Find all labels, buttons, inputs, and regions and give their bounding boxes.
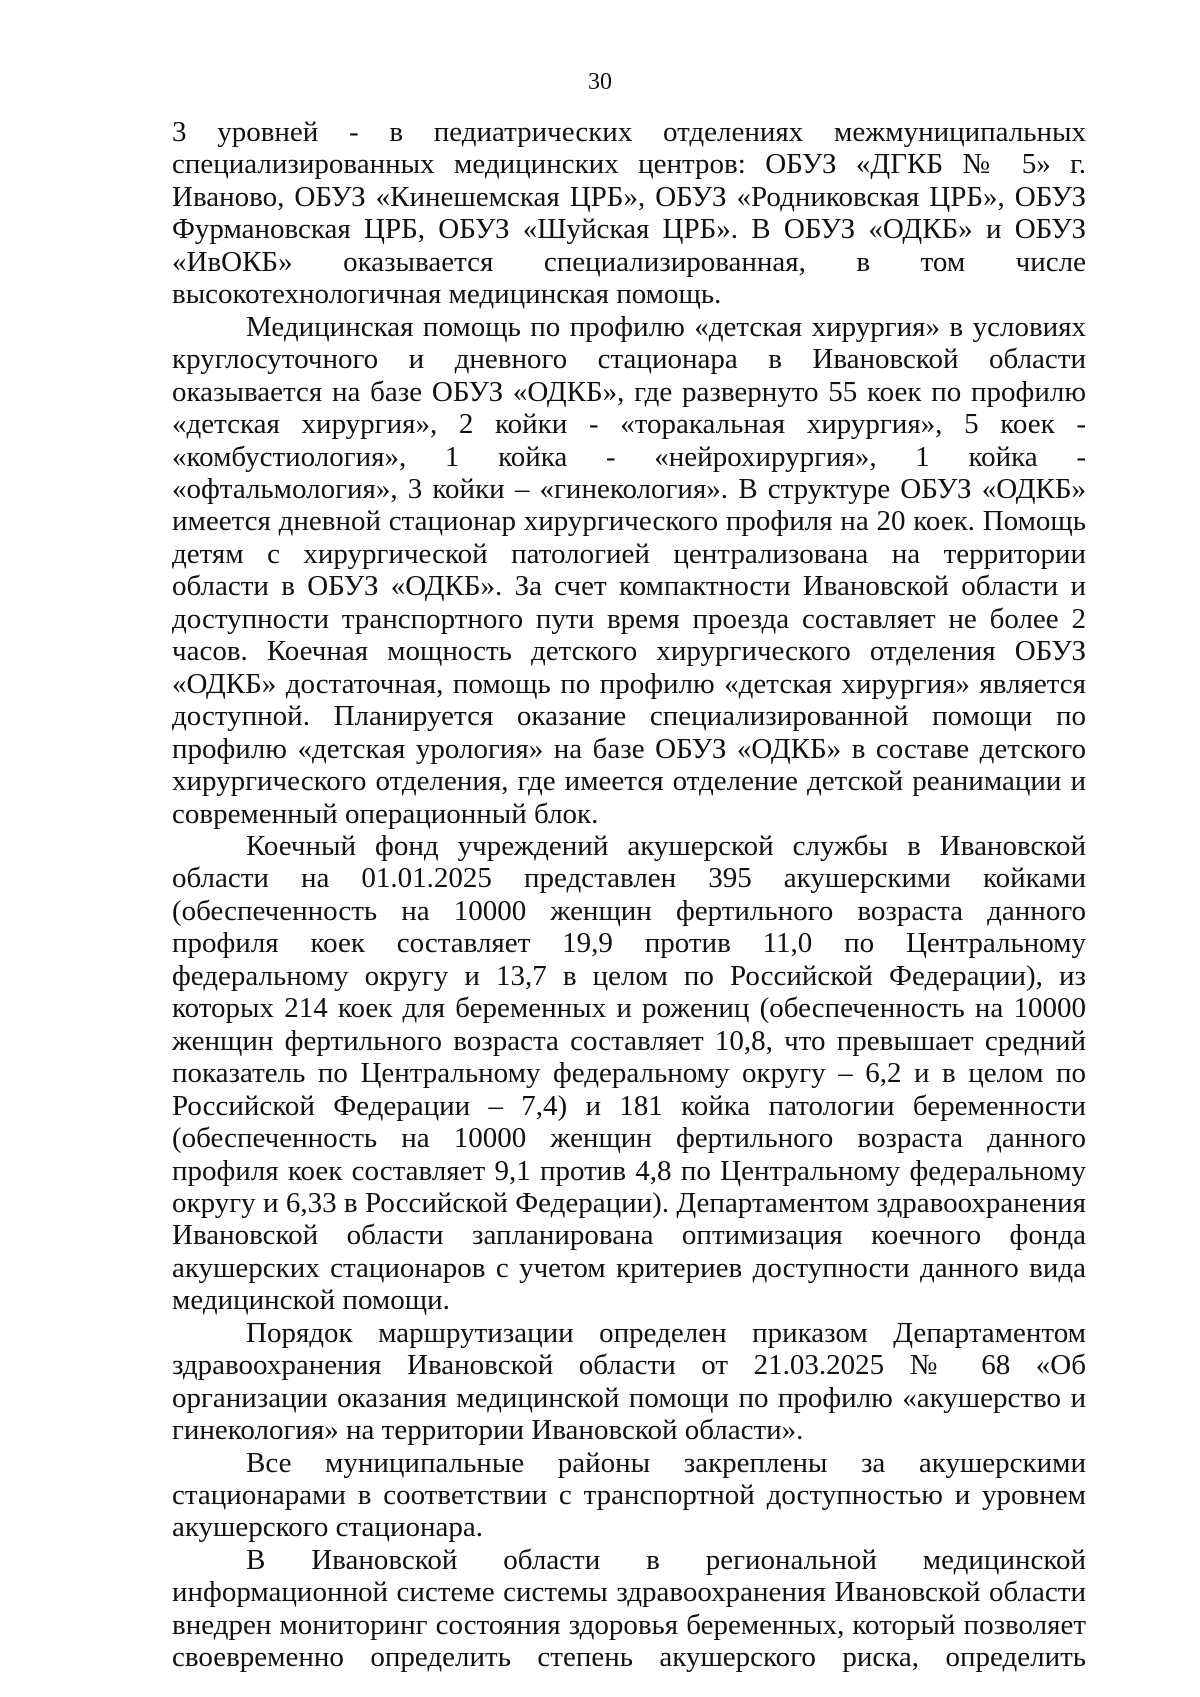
- document-body: [172, 116, 1086, 1674]
- paragraph-pediatric-levels: 3 уровней - в педиатрических отделениях межмуниципальных специализированных медицинских центров: ОБУЗ «ДГКБ № 5» г. Иваново, ОБУЗ «Кинешемская ЦРБ», ОБУЗ «Родниковская ЦРБ», ОБУЗ Фурмановская ЦРБ, ОБУЗ «Шуйская ЦРБ». В ОБУЗ «ОДКБ» и ОБУЗ «ИвОКБ» оказывается специализированная, в том числе высокотехнологичная медицинская помощь.: [172, 116, 1086, 311]
- paragraph-routing-order: Порядок маршрутизации определен приказом Департаментом здравоохранения Ивановской области от 21.03.2025 № 68 «Об организации оказания медицинской помощи по профилю «акушерство и гинекология» на территории Ивановской области».: [172, 1316, 1086, 1447]
- paragraph-obstetric-bed-fund: Коечный фонд учреждений акушерской службы в Ивановской области на 01.01.2025 представлен 395 акушерскими койками (обеспеченность на 10000 женщин фертильного возраста данного профиля коек составляет 19,9 против 11,0 по Центральному федеральному округу и 13,7 в целом по Российской Федерации), из которых 214 коек для беременных и рожениц (обеспеченность на 10000 женщин фертильного возраста составляет 10,8, что превышает средний показатель по Центральному федеральному округу – 6,2 и в целом по Российской Федерации – 7,4) и 181 койка патологии беременности (обеспеченность на 10000 женщин фертильного возраста данного профиля коек составляет 9,1 против 4,8 по Центральному федеральному округу и 6,33 в Российской Федерации). Департаментом здравоохранения Ивановской области запланирована оптимизация коечного фонда акушерских стационаров с учетом критериев доступности данного вида медицинской помощи.: [172, 829, 1086, 1317]
- paragraph-pregnancy-monitoring: В Ивановской области в региональной медицинской информационной системе системы здравоохранения Ивановской области внедрен мониторинг состояния здоровья беременных, который позволяет своевременно определить степень акушерского риска, определить: [172, 1543, 1086, 1674]
- paragraph-municipal-districts: Все муниципальные районы закреплены за акушерскими стационарами в соответствии с транспортной доступностью и уровнем акушерского стационара.: [172, 1446, 1086, 1544]
- paragraph-pediatric-surgery: Медицинская помощь по профилю «детская хирургия» в условиях круглосуточного и дневного стационара в Ивановской области оказывается на базе ОБУЗ «ОДКБ», где развернуто 55 коек по профилю «детская хирургия», 2 койки - «торакальная хирургия», 5 коек - «комбустиология», 1 койка - «нейрохирургия», 1 койка - «офтальмология», 3 койки – «гинекология». В структуре ОБУЗ «ОДКБ» имеется дневной стационар хирургического профиля на 20 коек. Помощь детям с хирургической патологией централизована на территории области в ОБУЗ «ОДКБ». За счет компактности Ивановской области и доступности транспортного пути время проезда составляет не более 2 часов. Коечная мощность детского хирургического отделения ОБУЗ «ОДКБ» достаточная, помощь по профилю «детская хирургия» является доступной. Планируется оказание специализированной помощи по профилю «детская урология» на базе ОБУЗ «ОДКБ» в составе детского хирургического отделения, где имеется отделение детской реанимации и современный операционный блок.: [172, 310, 1086, 830]
- page-number: 30: [588, 69, 612, 95]
